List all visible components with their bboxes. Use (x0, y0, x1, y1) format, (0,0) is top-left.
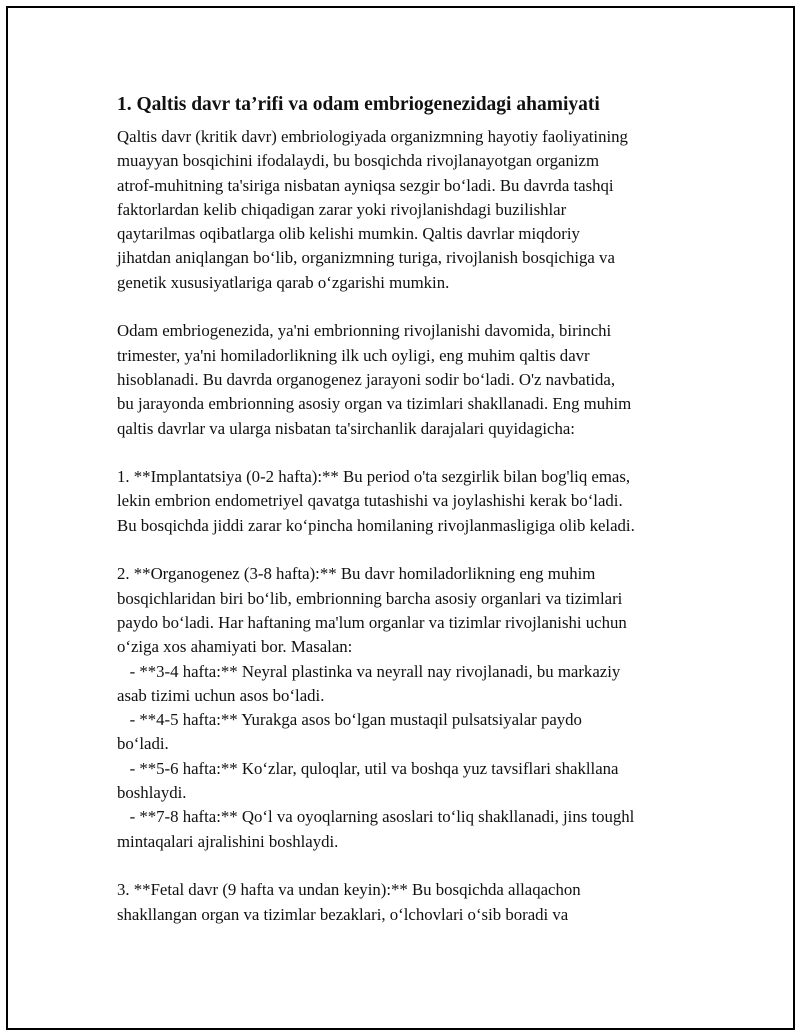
list-item-implantation (117, 465, 697, 538)
list-item-organogenesis (117, 562, 697, 854)
text-line: Odam embriogenezida, ya'ni embrionning rivojlanishi davomida, birinchi (117, 321, 612, 341)
text-line: atrof-muhitning ta'siriga nisbatan ayniqsa sezgir bo‘ladi. Bu davrda tashqi (117, 175, 614, 195)
sub-item-line: - **7-8 hafta:** Qo‘l va oyoqlarning asoslari to‘liq shakllanadi, jins toughl (117, 807, 635, 827)
sub-item-line: - **4-5 hafta:** Yurakga asos bo‘lgan mustaqil pulsatsiyalar paydo (117, 710, 582, 730)
paragraph-gap (117, 538, 697, 562)
paragraph-definition (117, 125, 697, 295)
text-line: 1. **Implantatsiya (0-2 hafta):** Bu period o'ta sezgirlik bilan bog'liq emas, (117, 467, 631, 487)
paragraph-embryogenesis (117, 319, 697, 440)
text-line: lekin embrion endometriyel qavatga tutashishi va joylashishi kerak bo‘ladi. (117, 491, 623, 511)
document-body (117, 92, 697, 927)
text-line: boshlaydi. (117, 783, 187, 803)
text-line: o‘ziga xos ahamiyati bor. Masalan: (117, 637, 353, 657)
text-line: genetik xususiyatlariga qarab o‘zgarishi mumkin. (117, 272, 450, 292)
text-line: 2. **Organogenez (3-8 hafta):** Bu davr homiladorlikning eng muhim (117, 564, 596, 584)
text-line: paydo bo‘ladi. Har haftaning ma'lum organlar va tizimlar rivojlanishi uchun (117, 612, 627, 632)
text-line: bo‘ladi. (117, 734, 169, 754)
text-line: hisoblanadi. Bu davrda organogenez jarayoni sodir bo‘ladi. O'z navbatida, (117, 369, 616, 389)
text-line: trimester, ya'ni homiladorlikning ilk uch oyligi, eng muhim qaltis davr (117, 345, 590, 365)
text-line: bu jarayonda embrionning asosiy organ va tizimlari shakllanadi. Eng muhim (117, 394, 632, 414)
paragraph-gap (117, 441, 697, 465)
text-line: faktorlardan kelib chiqadigan zarar yoki rivojlanishdagi buzilishlar (117, 199, 567, 219)
text-line: asab tizimi uchun asos bo‘ladi. (117, 685, 325, 705)
text-line: mintaqalari ajralishini boshlaydi. (117, 831, 339, 851)
paragraph-gap (117, 295, 697, 319)
sub-item-line: - **5-6 hafta:** Ko‘zlar, quloqlar, util va boshqa yuz tavsiflari shakllana (117, 758, 619, 778)
paragraph-gap (117, 854, 697, 878)
text-line: 3. **Fetal davr (9 hafta va undan keyin):** Bu bosqichda allaqachon (117, 880, 581, 900)
text-line: jihatdan aniqlangan bo‘lib, organizmning turiga, rivojlanish bosqichiga va (117, 248, 615, 268)
list-item-fetal-period (117, 878, 697, 927)
text-line: Bu bosqichda jiddi zarar ko‘pincha homilaning rivojlanmasligiga olib keladi. (117, 515, 635, 535)
text-line: muayyan bosqichini ifodalaydi, bu bosqichda rivojlanayotgan organizm (117, 151, 600, 171)
text-line: shakllangan organ va tizimlar bezaklari, o‘lchovlari o‘sib boradi va (117, 904, 569, 924)
text-line: qaltis davrlar va ularga nisbatan ta'sirchanlik darajalari quyidagicha: (117, 418, 575, 438)
text-line: qaytarilmas oqibatlarga olib kelishi mumkin. Qaltis davrlar miqdoriy (117, 224, 580, 244)
sub-item-line: - **3-4 hafta:** Neyral plastinka va neyrall nay rivojlanadi, bu markaziy (117, 661, 621, 681)
section-heading: 1. Qaltis davr ta’rifi va odam embriogenezidagi ahamiyati (117, 94, 600, 115)
text-line: bosqichlaridan biri bo‘lib, embrionning barcha asosiy organlari va tizimlari (117, 588, 623, 608)
text-line: Qaltis davr (kritik davr) embriologiyada organizmning hayotiy faoliyatining (117, 127, 628, 146)
